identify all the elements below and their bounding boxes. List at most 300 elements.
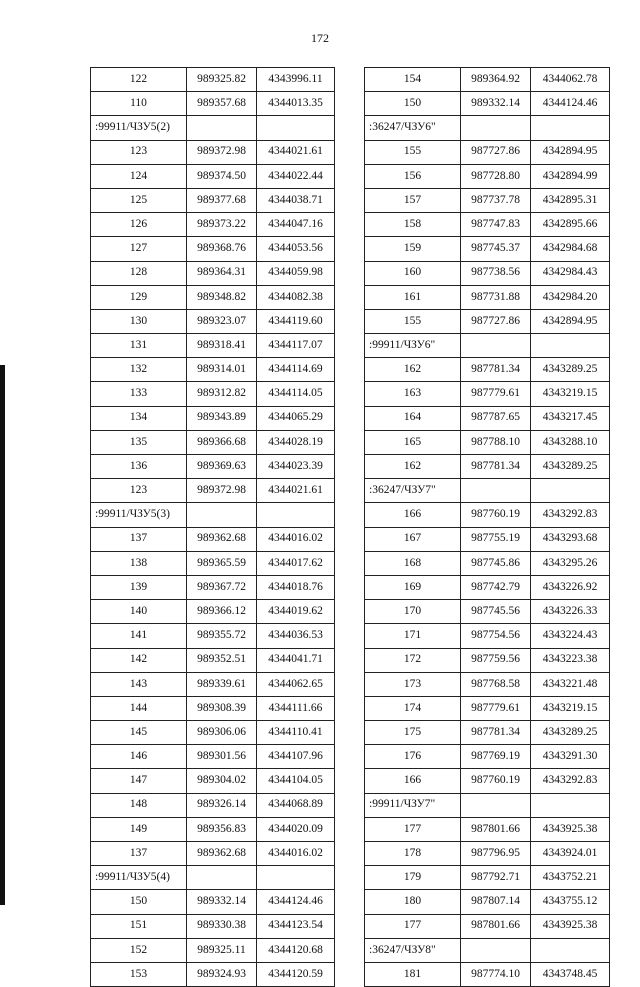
point-number-cell: 151 xyxy=(91,914,187,938)
y-coordinate-cell: 4344082.38 xyxy=(257,285,335,309)
point-number-cell: 127 xyxy=(91,237,187,261)
point-number-cell: 145 xyxy=(91,721,187,745)
point-number-cell: 130 xyxy=(91,309,187,333)
x-coordinate-cell: 989324.93 xyxy=(187,962,257,986)
point-number-cell: 133 xyxy=(91,382,187,406)
parcel-label-row xyxy=(365,793,610,817)
x-coordinate-cell: 989330.38 xyxy=(187,914,257,938)
y-coordinate-cell: 4343291.30 xyxy=(531,745,610,769)
table-row xyxy=(91,213,335,237)
x-coordinate-cell: 987754.56 xyxy=(461,624,531,648)
table-row xyxy=(365,285,610,309)
x-coordinate-cell: 989312.82 xyxy=(187,382,257,406)
x-coordinate-cell: 989368.76 xyxy=(187,237,257,261)
table-row xyxy=(365,213,610,237)
x-coordinate-cell: 989366.12 xyxy=(187,600,257,624)
x-coordinate-cell: 989364.92 xyxy=(461,68,531,92)
table-row xyxy=(365,842,610,866)
point-number-cell: 156 xyxy=(365,164,461,188)
point-number-cell: 126 xyxy=(91,213,187,237)
x-coordinate-cell: 987796.95 xyxy=(461,842,531,866)
point-number-cell: 136 xyxy=(91,455,187,479)
table-row xyxy=(365,503,610,527)
table-row xyxy=(365,309,610,333)
point-number-cell: 181 xyxy=(365,962,461,986)
table-row xyxy=(91,358,335,382)
y-coordinate-cell: 4343219.15 xyxy=(531,382,610,406)
y-coordinate-cell: 4343289.25 xyxy=(531,358,610,382)
point-number-cell: 142 xyxy=(91,648,187,672)
y-coordinate-cell: 4344068.89 xyxy=(257,793,335,817)
x-coordinate-cell: 989372.98 xyxy=(187,479,257,503)
y-coordinate-cell: 4342895.31 xyxy=(531,188,610,212)
x-coordinate-cell: 987759.56 xyxy=(461,648,531,672)
x-coordinate-cell: 989355.72 xyxy=(187,624,257,648)
table-row xyxy=(365,140,610,164)
y-coordinate-cell: 4342895.66 xyxy=(531,213,610,237)
parcel-label-cell: :99911/ЧЗУ5(2) xyxy=(91,116,187,140)
x-coordinate-cell: 989325.11 xyxy=(187,938,257,962)
x-coordinate-cell: 989372.98 xyxy=(187,140,257,164)
x-coordinate-cell xyxy=(461,479,531,503)
point-number-cell: 123 xyxy=(91,140,187,164)
table-row xyxy=(91,600,335,624)
parcel-label-cell: :99911/ЧЗУ6" xyxy=(365,334,461,358)
table-row xyxy=(365,430,610,454)
x-coordinate-cell: 989339.61 xyxy=(187,672,257,696)
table-row xyxy=(91,914,335,938)
y-coordinate-cell: 4344028.19 xyxy=(257,430,335,454)
y-coordinate-cell: 4342984.43 xyxy=(531,261,610,285)
table-row xyxy=(365,866,610,890)
point-number-cell: 178 xyxy=(365,842,461,866)
table-row xyxy=(91,721,335,745)
y-coordinate-cell: 4344017.62 xyxy=(257,551,335,575)
table-row xyxy=(91,938,335,962)
point-number-cell: 170 xyxy=(365,600,461,624)
x-coordinate-cell: 989308.39 xyxy=(187,696,257,720)
x-coordinate-cell: 987755.19 xyxy=(461,527,531,551)
y-coordinate-cell: 4344123.54 xyxy=(257,914,335,938)
y-coordinate-cell: 4344021.61 xyxy=(257,479,335,503)
table-row xyxy=(91,842,335,866)
y-coordinate-cell: 4343295.26 xyxy=(531,551,610,575)
y-coordinate-cell: 4344020.09 xyxy=(257,817,335,841)
table-row xyxy=(365,696,610,720)
table-row xyxy=(91,575,335,599)
table-row xyxy=(91,188,335,212)
x-coordinate-cell: 987745.86 xyxy=(461,551,531,575)
table-row xyxy=(91,261,335,285)
x-coordinate-cell: 987769.19 xyxy=(461,745,531,769)
coordinates-table-left xyxy=(90,67,335,987)
y-coordinate-cell xyxy=(531,938,610,962)
y-coordinate-cell: 4344117.07 xyxy=(257,334,335,358)
table-row xyxy=(91,962,335,986)
table-row xyxy=(91,551,335,575)
y-coordinate-cell: 4344023.39 xyxy=(257,455,335,479)
x-coordinate-cell: 987792.71 xyxy=(461,866,531,890)
y-coordinate-cell: 4343217.45 xyxy=(531,406,610,430)
x-coordinate-cell xyxy=(187,503,257,527)
table-row xyxy=(365,648,610,672)
x-coordinate-cell: 987779.61 xyxy=(461,696,531,720)
x-coordinate-cell: 989367.72 xyxy=(187,575,257,599)
y-coordinate-cell xyxy=(531,116,610,140)
point-number-cell: 144 xyxy=(91,696,187,720)
y-coordinate-cell: 4343755.12 xyxy=(531,890,610,914)
y-coordinate-cell: 4344036.53 xyxy=(257,624,335,648)
table-row xyxy=(365,188,610,212)
y-coordinate-cell: 4342894.95 xyxy=(531,309,610,333)
table-row xyxy=(365,382,610,406)
y-coordinate-cell: 4343996.11 xyxy=(257,68,335,92)
table-row xyxy=(91,648,335,672)
x-coordinate-cell: 989365.59 xyxy=(187,551,257,575)
parcel-label-cell: :99911/ЧЗУ5(3) xyxy=(91,503,187,527)
table-row xyxy=(91,793,335,817)
y-coordinate-cell: 4343221.48 xyxy=(531,672,610,696)
table-row xyxy=(365,575,610,599)
y-coordinate-cell: 4343925.38 xyxy=(531,914,610,938)
point-number-cell: 124 xyxy=(91,164,187,188)
x-coordinate-cell xyxy=(461,938,531,962)
table-row xyxy=(365,817,610,841)
x-coordinate-cell xyxy=(461,116,531,140)
point-number-cell: 180 xyxy=(365,890,461,914)
x-coordinate-cell: 987781.34 xyxy=(461,721,531,745)
y-coordinate-cell: 4344019.62 xyxy=(257,600,335,624)
y-coordinate-cell: 4344047.16 xyxy=(257,213,335,237)
y-coordinate-cell: 4344104.05 xyxy=(257,769,335,793)
x-coordinate-cell: 989374.50 xyxy=(187,164,257,188)
x-coordinate-cell: 989325.82 xyxy=(187,68,257,92)
x-coordinate-cell: 987768.58 xyxy=(461,672,531,696)
y-coordinate-cell: 4344120.68 xyxy=(257,938,335,962)
point-number-cell: 171 xyxy=(365,624,461,648)
x-coordinate-cell: 987760.19 xyxy=(461,769,531,793)
point-number-cell: 177 xyxy=(365,914,461,938)
x-coordinate-cell: 987801.66 xyxy=(461,817,531,841)
parcel-label-cell: :36247/ЧЗУ6" xyxy=(365,116,461,140)
point-number-cell: 152 xyxy=(91,938,187,962)
point-number-cell: 158 xyxy=(365,213,461,237)
table-row xyxy=(365,68,610,92)
y-coordinate-cell: 4344021.61 xyxy=(257,140,335,164)
table-row xyxy=(365,745,610,769)
x-coordinate-cell: 989348.82 xyxy=(187,285,257,309)
y-coordinate-cell: 4343924.01 xyxy=(531,842,610,866)
x-coordinate-cell xyxy=(187,866,257,890)
table-row xyxy=(365,624,610,648)
y-coordinate-cell: 4344016.02 xyxy=(257,527,335,551)
y-coordinate-cell: 4343293.68 xyxy=(531,527,610,551)
x-coordinate-cell: 987774.10 xyxy=(461,962,531,986)
x-coordinate-cell: 987760.19 xyxy=(461,503,531,527)
table-row xyxy=(91,455,335,479)
point-number-cell: 155 xyxy=(365,309,461,333)
coordinates-table-right xyxy=(364,67,610,987)
table-row xyxy=(91,140,335,164)
y-coordinate-cell: 4344062.65 xyxy=(257,672,335,696)
point-number-cell: 179 xyxy=(365,866,461,890)
table-row xyxy=(91,430,335,454)
y-coordinate-cell: 4344053.56 xyxy=(257,237,335,261)
point-number-cell: 131 xyxy=(91,334,187,358)
point-number-cell: 161 xyxy=(365,285,461,309)
x-coordinate-cell: 989369.63 xyxy=(187,455,257,479)
table-row xyxy=(91,92,335,116)
point-number-cell: 137 xyxy=(91,527,187,551)
point-number-cell: 148 xyxy=(91,793,187,817)
y-coordinate-cell xyxy=(531,793,610,817)
table-row xyxy=(91,817,335,841)
y-coordinate-cell: 4343226.92 xyxy=(531,575,610,599)
parcel-label-cell: :99911/ЧЗУ7" xyxy=(365,793,461,817)
y-coordinate-cell: 4343224.43 xyxy=(531,624,610,648)
parcel-label-row xyxy=(365,938,610,962)
x-coordinate-cell: 987781.34 xyxy=(461,455,531,479)
x-coordinate-cell: 987742.79 xyxy=(461,575,531,599)
y-coordinate-cell: 4343925.38 xyxy=(531,817,610,841)
table-row xyxy=(365,914,610,938)
parcel-label-row xyxy=(91,866,335,890)
x-coordinate-cell: 987745.56 xyxy=(461,600,531,624)
point-number-cell: 166 xyxy=(365,769,461,793)
point-number-cell: 140 xyxy=(91,600,187,624)
point-number-cell: 110 xyxy=(91,92,187,116)
x-coordinate-cell xyxy=(187,116,257,140)
point-number-cell: 137 xyxy=(91,842,187,866)
table-row xyxy=(91,382,335,406)
x-coordinate-cell: 989332.14 xyxy=(461,92,531,116)
y-coordinate-cell: 4344065.29 xyxy=(257,406,335,430)
y-coordinate-cell: 4344114.05 xyxy=(257,382,335,406)
x-coordinate-cell: 987745.37 xyxy=(461,237,531,261)
table-row xyxy=(365,455,610,479)
table-row xyxy=(91,334,335,358)
point-number-cell: 176 xyxy=(365,745,461,769)
y-coordinate-cell xyxy=(257,116,335,140)
y-coordinate-cell: 4344110.41 xyxy=(257,721,335,745)
point-number-cell: 134 xyxy=(91,406,187,430)
table-row xyxy=(365,890,610,914)
table-row xyxy=(91,479,335,503)
x-coordinate-cell: 987727.86 xyxy=(461,140,531,164)
x-coordinate-cell: 989364.31 xyxy=(187,261,257,285)
point-number-cell: 141 xyxy=(91,624,187,648)
point-number-cell: 155 xyxy=(365,140,461,164)
x-coordinate-cell: 989373.22 xyxy=(187,213,257,237)
point-number-cell: 149 xyxy=(91,817,187,841)
y-coordinate-cell: 4343288.10 xyxy=(531,430,610,454)
point-number-cell: 174 xyxy=(365,696,461,720)
table-row xyxy=(365,406,610,430)
y-coordinate-cell: 4343226.33 xyxy=(531,600,610,624)
table-row xyxy=(365,551,610,575)
point-number-cell: 162 xyxy=(365,358,461,382)
x-coordinate-cell: 989356.83 xyxy=(187,817,257,841)
x-coordinate-cell: 989314.01 xyxy=(187,358,257,382)
y-coordinate-cell xyxy=(531,479,610,503)
x-coordinate-cell: 989318.41 xyxy=(187,334,257,358)
x-coordinate-cell: 987727.86 xyxy=(461,309,531,333)
x-coordinate-cell: 989304.02 xyxy=(187,769,257,793)
table-row xyxy=(365,164,610,188)
y-coordinate-cell: 4344013.35 xyxy=(257,92,335,116)
point-number-cell: 147 xyxy=(91,769,187,793)
y-coordinate-cell: 4343223.38 xyxy=(531,648,610,672)
y-coordinate-cell: 4344124.46 xyxy=(531,92,610,116)
x-coordinate-cell: 989362.68 xyxy=(187,842,257,866)
table-row xyxy=(91,237,335,261)
table-row xyxy=(91,890,335,914)
y-coordinate-cell: 4342894.95 xyxy=(531,140,610,164)
x-coordinate-cell: 987731.88 xyxy=(461,285,531,309)
x-coordinate-cell: 989326.14 xyxy=(187,793,257,817)
point-number-cell: 157 xyxy=(365,188,461,212)
point-number-cell: 138 xyxy=(91,551,187,575)
table-row xyxy=(91,285,335,309)
x-coordinate-cell: 987807.14 xyxy=(461,890,531,914)
x-coordinate-cell: 989362.68 xyxy=(187,527,257,551)
point-number-cell: 122 xyxy=(91,68,187,92)
x-coordinate-cell: 989332.14 xyxy=(187,890,257,914)
y-coordinate-cell: 4344016.02 xyxy=(257,842,335,866)
point-number-cell: 175 xyxy=(365,721,461,745)
x-coordinate-cell: 987801.66 xyxy=(461,914,531,938)
point-number-cell: 154 xyxy=(365,68,461,92)
y-coordinate-cell: 4344119.60 xyxy=(257,309,335,333)
point-number-cell: 166 xyxy=(365,503,461,527)
point-number-cell: 143 xyxy=(91,672,187,696)
parcel-label-cell: :36247/ЧЗУ7" xyxy=(365,479,461,503)
point-number-cell: 132 xyxy=(91,358,187,382)
table-row xyxy=(365,358,610,382)
point-number-cell: 167 xyxy=(365,527,461,551)
y-coordinate-cell: 4343292.83 xyxy=(531,503,610,527)
point-number-cell: 150 xyxy=(365,92,461,116)
table-row xyxy=(365,527,610,551)
y-coordinate-cell: 4344041.71 xyxy=(257,648,335,672)
point-number-cell: 165 xyxy=(365,430,461,454)
parcel-label-row xyxy=(91,116,335,140)
table-row xyxy=(91,164,335,188)
x-coordinate-cell: 989377.68 xyxy=(187,188,257,212)
parcel-label-row xyxy=(365,479,610,503)
y-coordinate-cell xyxy=(257,503,335,527)
y-coordinate-cell: 4344111.66 xyxy=(257,696,335,720)
x-coordinate-cell: 987788.10 xyxy=(461,430,531,454)
point-number-cell: 150 xyxy=(91,890,187,914)
y-coordinate-cell: 4344062.78 xyxy=(531,68,610,92)
x-coordinate-cell: 987728.80 xyxy=(461,164,531,188)
y-coordinate-cell: 4343752.21 xyxy=(531,866,610,890)
point-number-cell: 163 xyxy=(365,382,461,406)
point-number-cell: 168 xyxy=(365,551,461,575)
x-coordinate-cell: 987737.78 xyxy=(461,188,531,212)
table-row xyxy=(91,624,335,648)
parcel-label-cell: :99911/ЧЗУ5(4) xyxy=(91,866,187,890)
point-number-cell: 177 xyxy=(365,817,461,841)
table-row xyxy=(365,92,610,116)
point-number-cell: 159 xyxy=(365,237,461,261)
table-row xyxy=(365,261,610,285)
table-row xyxy=(365,237,610,261)
point-number-cell: 139 xyxy=(91,575,187,599)
table-row xyxy=(91,309,335,333)
table-row xyxy=(91,745,335,769)
x-coordinate-cell: 987787.65 xyxy=(461,406,531,430)
point-number-cell: 164 xyxy=(365,406,461,430)
x-coordinate-cell: 989306.06 xyxy=(187,721,257,745)
y-coordinate-cell xyxy=(257,866,335,890)
table-row xyxy=(365,672,610,696)
point-number-cell: 169 xyxy=(365,575,461,599)
y-coordinate-cell: 4343289.25 xyxy=(531,721,610,745)
x-coordinate-cell: 989301.56 xyxy=(187,745,257,769)
table-row xyxy=(91,769,335,793)
table-row xyxy=(91,696,335,720)
point-number-cell: 172 xyxy=(365,648,461,672)
table-row xyxy=(91,406,335,430)
y-coordinate-cell: 4344038.71 xyxy=(257,188,335,212)
parcel-label-cell: :36247/ЧЗУ8" xyxy=(365,938,461,962)
table-row xyxy=(365,962,610,986)
y-coordinate-cell: 4344022.44 xyxy=(257,164,335,188)
point-number-cell: 146 xyxy=(91,745,187,769)
x-coordinate-cell xyxy=(461,334,531,358)
y-coordinate-cell: 4342984.20 xyxy=(531,285,610,309)
x-coordinate-cell: 989366.68 xyxy=(187,430,257,454)
table-row xyxy=(91,672,335,696)
x-coordinate-cell: 987747.83 xyxy=(461,213,531,237)
x-coordinate-cell xyxy=(461,793,531,817)
x-coordinate-cell: 989357.68 xyxy=(187,92,257,116)
y-coordinate-cell: 4342894.99 xyxy=(531,164,610,188)
point-number-cell: 129 xyxy=(91,285,187,309)
point-number-cell: 128 xyxy=(91,261,187,285)
y-coordinate-cell: 4344107.96 xyxy=(257,745,335,769)
point-number-cell: 160 xyxy=(365,261,461,285)
y-coordinate-cell: 4344018.76 xyxy=(257,575,335,599)
table-row xyxy=(91,527,335,551)
y-coordinate-cell: 4343748.45 xyxy=(531,962,610,986)
point-number-cell: 123 xyxy=(91,479,187,503)
x-coordinate-cell: 989323.07 xyxy=(187,309,257,333)
y-coordinate-cell: 4344114.69 xyxy=(257,358,335,382)
x-coordinate-cell: 987779.61 xyxy=(461,382,531,406)
y-coordinate-cell: 4343292.83 xyxy=(531,769,610,793)
parcel-label-row xyxy=(365,334,610,358)
y-coordinate-cell: 4343289.25 xyxy=(531,455,610,479)
table-row xyxy=(365,721,610,745)
y-coordinate-cell: 4342984.68 xyxy=(531,237,610,261)
y-coordinate-cell: 4344059.98 xyxy=(257,261,335,285)
page-number: 172 xyxy=(311,31,329,45)
y-coordinate-cell: 4344120.59 xyxy=(257,962,335,986)
point-number-cell: 162 xyxy=(365,455,461,479)
y-coordinate-cell xyxy=(531,334,610,358)
x-coordinate-cell: 987781.34 xyxy=(461,358,531,382)
table-row xyxy=(91,68,335,92)
point-number-cell: 125 xyxy=(91,188,187,212)
x-coordinate-cell: 989352.51 xyxy=(187,648,257,672)
table-row xyxy=(365,769,610,793)
point-number-cell: 135 xyxy=(91,430,187,454)
point-number-cell: 173 xyxy=(365,672,461,696)
table-row xyxy=(365,600,610,624)
